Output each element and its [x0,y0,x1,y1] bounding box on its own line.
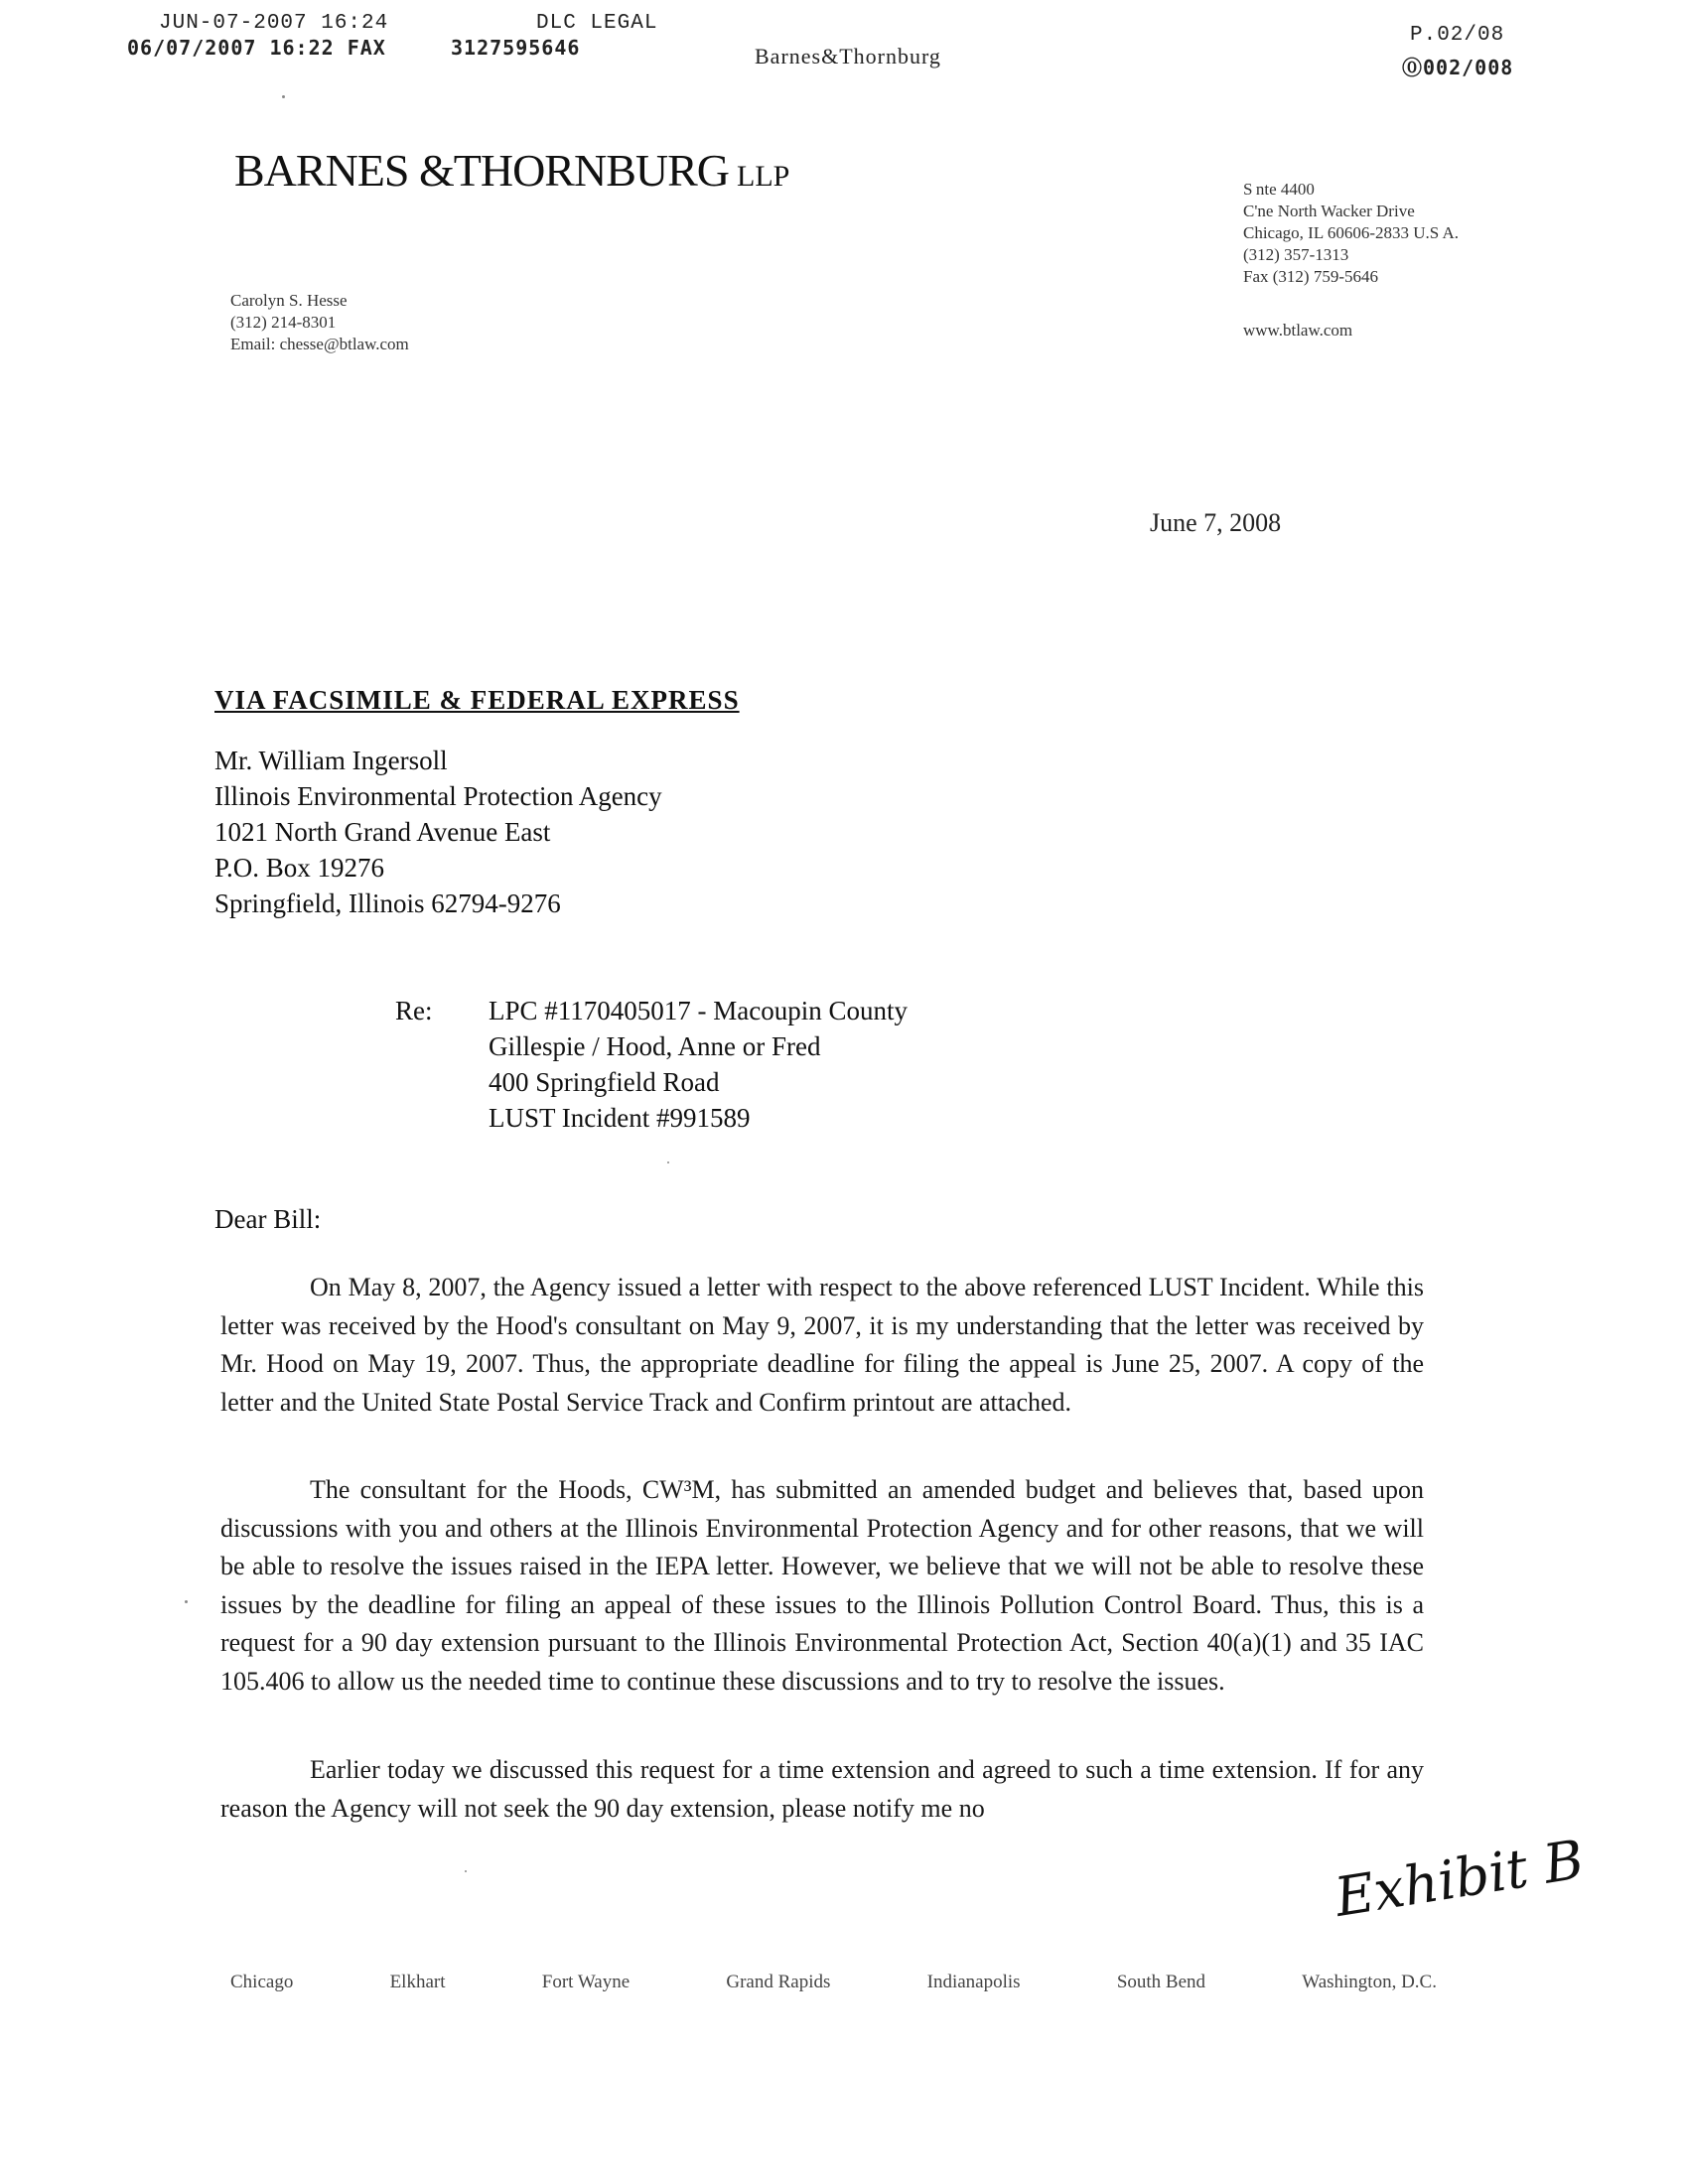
re-line: Gillespie / Hood, Anne or Fred [489,1031,821,1061]
fax-header-timestamp-1: JUN-07-2007 16:24 [159,12,389,35]
salutation: Dear Bill: [214,1204,322,1234]
author-phone: (312) 214-8301 [230,313,337,332]
body-paragraph-1: On May 8, 2007, the Agency issued a letter with respect to the above referenced LUST Incident. While this letter was received by the Hood's consultant on May 9, 2007, it is my understanding that the letter was received by Mr. Hood on May 19, 2007. Thus, the appropriate deadline for filing the appeal is June 25, 2007. A copy of the letter and the United State Postal Service Track and Confirm printout are attached. [220,1273,1424,1417]
fax-header-firm: Barnes&Thornburg [755,44,941,68]
firm-address-line: S nte 4400 [1243,180,1315,199]
footer-city: Elkhart [389,1972,446,1992]
recipient-line: Mr. William Ingersoll [214,746,448,775]
footer-city: Washington, D.C. [1302,1972,1437,1992]
firm-address-line: Fax (312) 759-5646 [1243,267,1378,286]
footer-office-cities [230,1972,1437,1993]
body-paragraph-3: Earlier today we discussed this request for a time extension and agreed to such a time extension. If for any reason the Agency will not seek the 90 day extension, please notify me no [220,1755,1424,1823]
firm-logo [234,144,789,197]
author-block [230,290,409,355]
scan-speck [282,95,285,98]
recipient-line: Illinois Environmental Protection Agency [214,781,662,811]
fax-header-page-1: P.02/08 [1410,24,1505,47]
footer-city: Fort Wayne [541,1972,631,1992]
firm-website: www.btlaw.com [1243,321,1353,340]
firm-address-line: C'ne North Wacker Drive [1243,202,1415,220]
re-line: LPC #1170405017 - Macoupin County [489,996,908,1025]
firm-address-line: Chicago, IL 60606-2833 U.S A. [1243,223,1460,242]
firm-name: BARNES &THORNBURG [234,145,730,196]
author-name: Carolyn S. Hesse [230,291,348,310]
footer-city: South Bend [1116,1972,1206,1992]
footer-city: Indianapolis [926,1972,1021,1992]
delivery-method-heading: VIA FACSIMILE & FEDERAL EXPRESS [214,685,740,715]
recipient-line: 1021 North Grand Avenue East [214,817,551,847]
body-paragraph-2: The consultant for the Hoods, CW³M, has submitted an amended budget and believes that, based upon discussions with you and others at the Illinois Environmental Protection Agency and for other reasons, that we will be able to resolve the issues raised in the IEPA letter. However, we believe that we will not be able to resolve these issues by the deadline for filing an appeal of these issues to the Illinois Pollution Control Board. Thus, this is a request for a 90 day extension pursuant to the Illinois Environmental Protection Act, Section 40(a)(1) and 35 IAC 105.406 to allow us the needed time to continue these discussions and to try to resolve the issues. [220,1475,1424,1696]
firm-address-line: (312) 357-1313 [1243,245,1349,264]
re-label: Re: [395,996,433,1025]
recipient-line: P.O. Box 19276 [214,853,385,883]
re-line: 400 Springfield Road [489,1067,720,1097]
scan-speck [667,1161,669,1163]
recipient-line: Springfield, Illinois 62794-9276 [214,888,561,918]
recipient-address [214,743,662,921]
letter-date: June 7, 2008 [1150,508,1282,537]
footer-city: Grand Rapids [726,1972,831,1992]
footer-city: Chicago [230,1972,294,1992]
firm-address-block [1243,179,1459,288]
scan-speck [465,1870,467,1872]
re-block [489,993,908,1136]
scan-speck [185,1600,188,1603]
firm-suffix: LLP [737,160,790,193]
re-line: LUST Incident #991589 [489,1103,751,1133]
fax-header-timestamp-2: 06/07/2007 16:22 FAX [127,36,386,60]
fax-header-sender: DLC LEGAL [536,12,658,35]
exhibit-mark-handwritten: Exhibit B [1331,1828,1589,1929]
author-email: Email: chesse@btlaw.com [230,335,409,353]
fax-header-page-2: ⓪002/008 [1402,56,1514,79]
fax-header-number: 3127595646 [451,36,581,60]
